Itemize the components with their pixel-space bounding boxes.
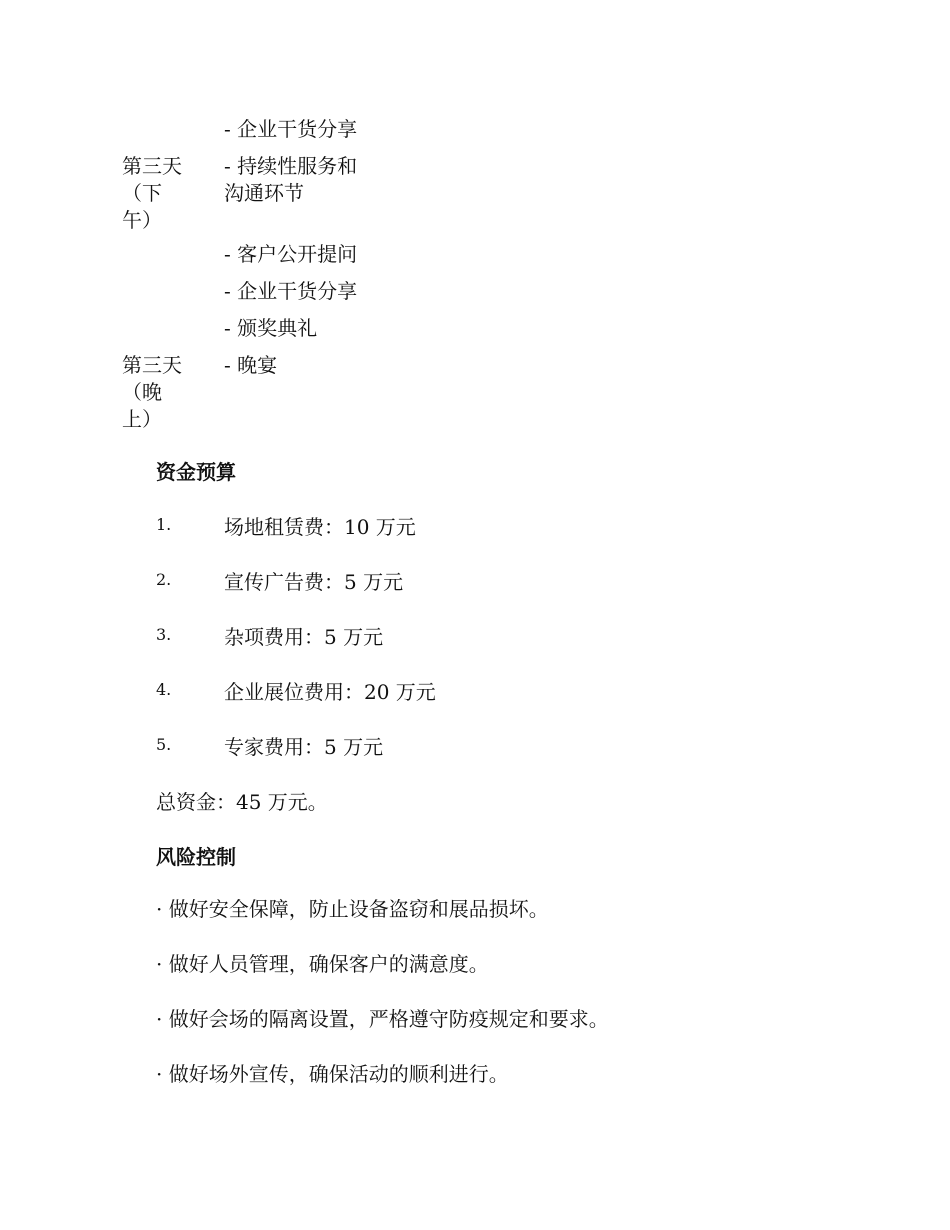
schedule-day: 第三天（晚上） xyxy=(122,353,182,431)
budget-item xyxy=(156,511,756,566)
budget-item-text: 企业展位费用：20 万元 xyxy=(224,680,436,704)
budget-item-text: 杂项费用：5 万元 xyxy=(224,625,384,649)
budget-item xyxy=(156,676,756,731)
risk-item: · 做好人员管理，确保客户的满意度。 xyxy=(156,952,489,976)
schedule-row xyxy=(122,114,422,153)
risk-item: · 做好会场的隔离设置，严格遵守防疫规定和要求。 xyxy=(156,1007,609,1031)
budget-item-number: 5. xyxy=(156,735,172,754)
schedule-row xyxy=(122,352,422,442)
budget-item-text: 宣传广告费：5 万元 xyxy=(224,570,404,594)
budget-item xyxy=(156,731,756,786)
risk-list xyxy=(156,896,796,1116)
risk-heading: 风险控制 xyxy=(156,845,236,869)
schedule-item: - 企业干货分享 xyxy=(224,279,358,303)
schedule-row xyxy=(122,153,422,241)
schedule-item: - 颁奖典礼 xyxy=(224,316,318,340)
budget-item-number: 1. xyxy=(156,515,172,534)
schedule-item: - 持续性服务和沟通环节 xyxy=(224,154,358,205)
budget-item-number: 2. xyxy=(156,570,172,589)
budget-item xyxy=(156,566,756,621)
schedule-day: 第三天（下午） xyxy=(122,154,182,232)
budget-list xyxy=(156,511,756,786)
budget-item-text: 场地租赁费：10 万元 xyxy=(224,515,416,539)
schedule-table xyxy=(122,114,422,442)
schedule-item: - 晚宴 xyxy=(224,353,278,377)
risk-item: · 做好安全保障，防止设备盗窃和展品损坏。 xyxy=(156,897,549,921)
schedule-row xyxy=(122,278,422,315)
budget-heading: 资金预算 xyxy=(156,460,236,484)
budget-item-text: 专家费用：5 万元 xyxy=(224,735,384,759)
schedule-item: - 企业干货分享 xyxy=(224,117,358,141)
schedule-row xyxy=(122,241,422,278)
schedule-row xyxy=(122,315,422,352)
budget-total: 总资金：45 万元。 xyxy=(156,790,328,814)
budget-item-number: 3. xyxy=(156,625,172,644)
budget-item-number: 4. xyxy=(156,680,172,699)
schedule-item: - 客户公开提问 xyxy=(224,242,358,266)
budget-item xyxy=(156,621,756,676)
risk-item: · 做好场外宣传，确保活动的顺利进行。 xyxy=(156,1062,509,1086)
